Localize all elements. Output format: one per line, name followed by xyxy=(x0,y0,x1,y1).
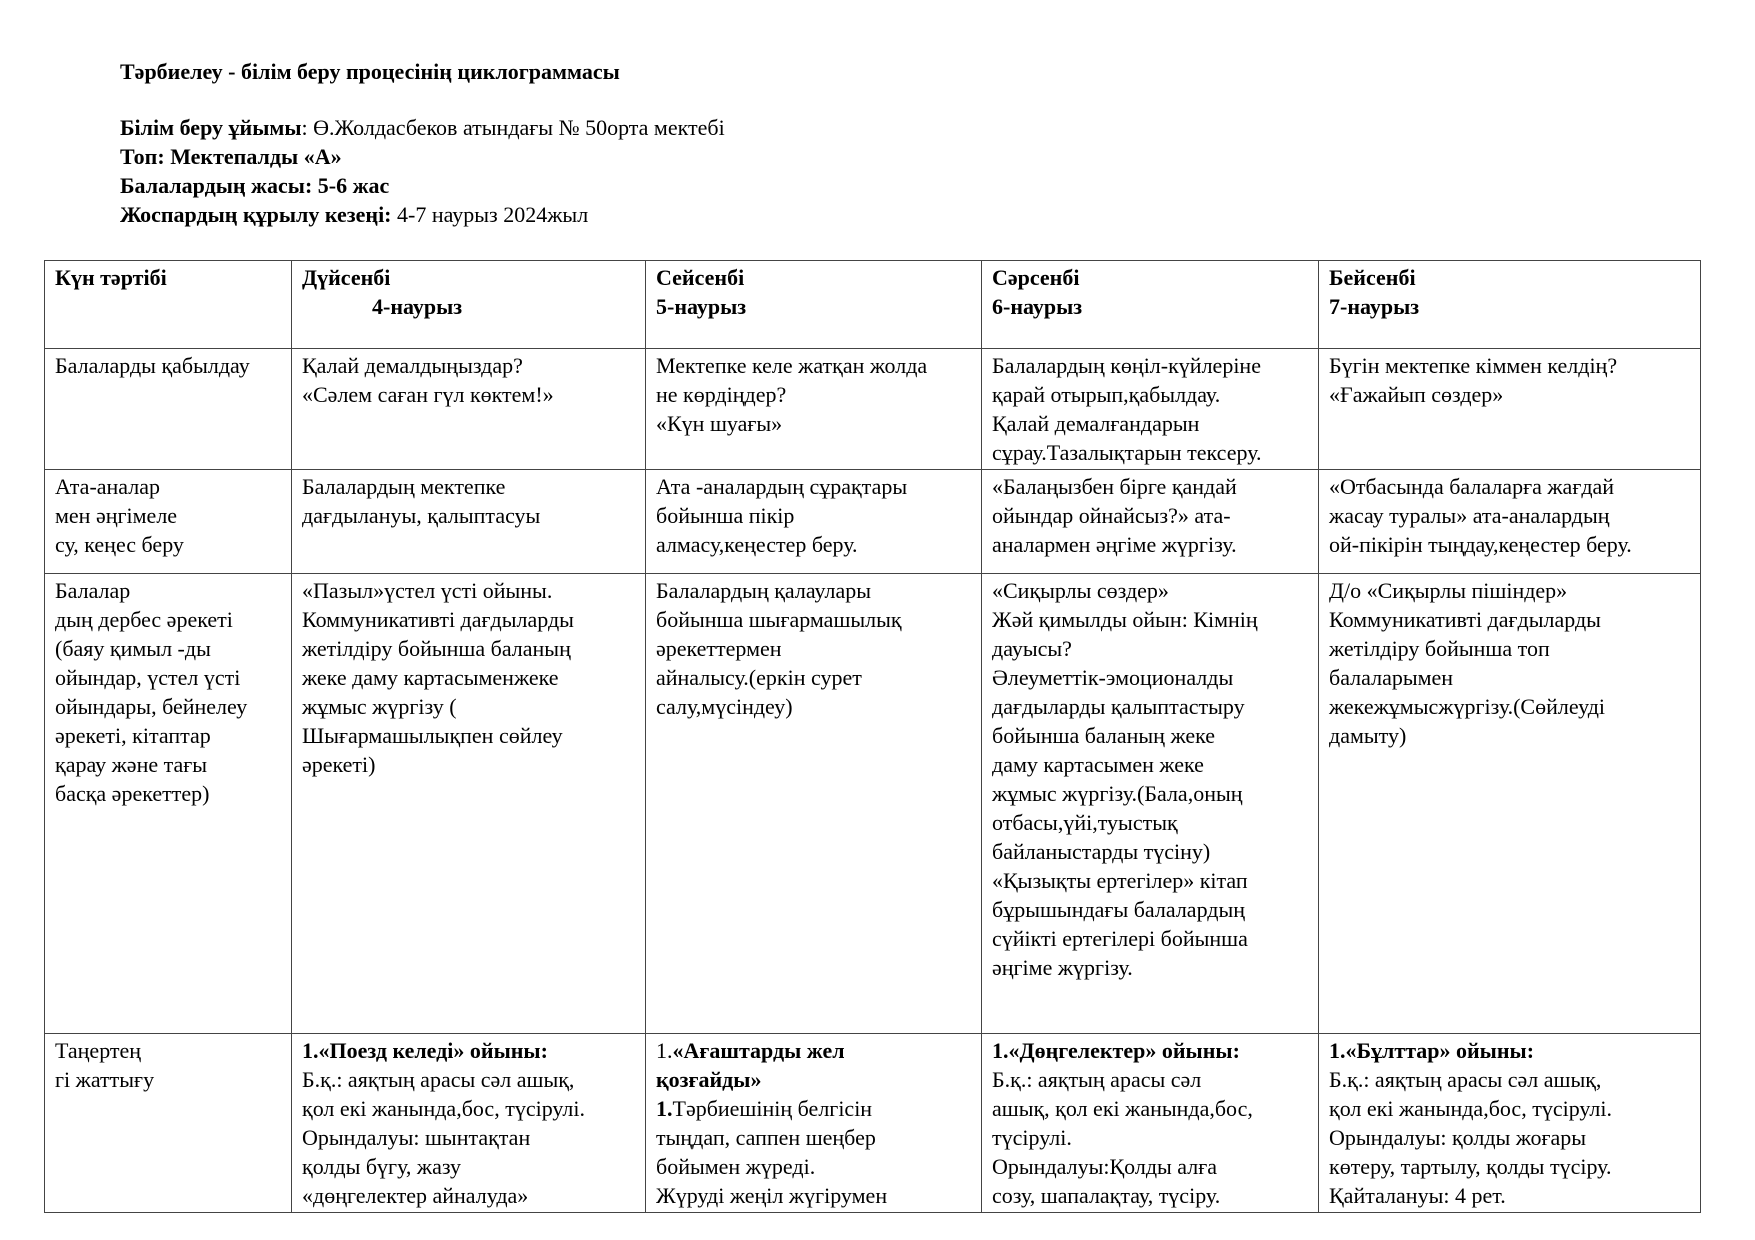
cell-text-line: басқа әрекеттер) xyxy=(55,781,210,806)
cell-text-line: айналысу.(еркін сурет xyxy=(656,665,862,690)
cell-text-line: Балалардың қалаулары xyxy=(656,578,872,603)
day-name: Сәрсенбі xyxy=(992,265,1080,290)
day-name: Сейсенбі xyxy=(656,265,745,290)
cell-text-line: Б.қ.: аяқтың арасы сәл ашық, xyxy=(1329,1067,1602,1092)
cell-thursday xyxy=(1319,574,1701,1034)
cell-text-line: жұмыс жүргізу ( xyxy=(302,694,457,719)
cell-text-line: дың дербес әрекеті xyxy=(55,607,233,632)
cell-text-line: жетілдіру бойынша баланың xyxy=(302,636,571,661)
cell-wednesday xyxy=(982,574,1319,1034)
cell-wednesday xyxy=(982,470,1319,574)
cell-text-line: жеке даму картасыменжеке xyxy=(302,665,559,690)
period-line xyxy=(120,200,725,229)
cell-text-line: Таңертең xyxy=(55,1038,142,1063)
cell-text-line: қозғайды» xyxy=(656,1067,762,1092)
cell-text-line: дауысы? xyxy=(992,636,1072,661)
cell-text-line: ой-пікірін тыңдау,кеңестер беру. xyxy=(1329,532,1632,557)
cell-text-line: әрекеті, кітаптар xyxy=(55,723,211,748)
cell-text-line: қол екі жанында,бос, түсірулі. xyxy=(1329,1096,1613,1121)
cell-text-line: дағдыларды қалыптастыру xyxy=(992,694,1245,719)
cell-text-line: Коммуникативті дағдыларды xyxy=(1329,607,1601,632)
row-label-cell xyxy=(45,349,292,470)
row-label-cell xyxy=(45,470,292,574)
cell-text-line xyxy=(656,1036,969,1065)
cell-text-line: Жәй қимылды ойын: Кімнің xyxy=(992,607,1258,632)
schedule-table xyxy=(44,260,1701,1213)
cell-tuesday xyxy=(646,1034,982,1213)
cell-text-line: ашық, қол екі жанында,бос, xyxy=(992,1096,1253,1121)
cell-text-line: қол екі жанында,бос, түсірулі. xyxy=(302,1096,586,1121)
row-reception xyxy=(45,349,1701,470)
cell-thursday xyxy=(1319,1034,1701,1213)
cell-text-line: бұрышындағы балалардың xyxy=(992,897,1246,922)
cell-text-line: көтеру, тартылу, қолды түсіру. xyxy=(1329,1154,1612,1179)
cell-text-line: «Қызықты ертегілер» кітап xyxy=(992,868,1248,893)
cell-text-line: бойынша пікір xyxy=(656,503,795,528)
exercise-title: «Ағаштарды жел xyxy=(672,1038,845,1063)
cell-text-line: ойындар, үстел үсті xyxy=(55,665,241,690)
cell-text-line xyxy=(656,1094,969,1123)
cell-text-line: әңгіме жүргізу. xyxy=(992,955,1133,980)
cell-text-line: Әлеуметтік-эмоционалды xyxy=(992,665,1234,690)
cell-text-line: 1.«Дөңгелектер» ойыны: xyxy=(992,1038,1240,1063)
cell-thursday xyxy=(1319,349,1701,470)
cell-monday xyxy=(292,349,646,470)
cell-text-line: 1.«Бұлттар» ойыны: xyxy=(1329,1038,1535,1063)
cell-text-line: жетілдіру бойынша топ xyxy=(1329,636,1550,661)
table-header-row xyxy=(45,261,1701,349)
cell-monday xyxy=(292,470,646,574)
cell-text-line: Орындалуы: қолды жоғары xyxy=(1329,1125,1587,1150)
cell-text-line: Жүруді жеңіл жүгірумен xyxy=(656,1183,888,1208)
cell-text-line: гі жаттығу xyxy=(55,1067,155,1092)
row-morning-exercise xyxy=(45,1034,1701,1213)
group-line xyxy=(120,142,725,171)
cell-text-line: түсірулі. xyxy=(992,1125,1072,1150)
day-name: Бейсенбі xyxy=(1329,265,1416,290)
org-label: Білім беру ұйымы xyxy=(120,115,302,140)
cell-text-line: әрекеті) xyxy=(302,752,376,777)
cell-text-line: салу,мүсіндеу) xyxy=(656,694,793,719)
header-cell-monday xyxy=(292,261,646,349)
cell-text-line: дамыту) xyxy=(1329,723,1407,748)
cell-text-line: Б.қ.: аяқтың арасы сәл xyxy=(992,1067,1202,1092)
period-label: Жоспардың құрылу кезеңі: xyxy=(120,202,392,227)
step-text: Тәрбиешінің белгісін xyxy=(672,1096,873,1121)
period-value: 4-7 наурыз 2024жыл xyxy=(391,202,589,227)
cell-text-line: сұрау.Тазалықтарын тексеру. xyxy=(992,440,1262,465)
cell-text-line: байланыстарды түсіну) xyxy=(992,839,1211,864)
cell-text-line: дағдылануы, қалыптасуы xyxy=(302,503,541,528)
cell-text-line: «дөңгелектер айналуда» xyxy=(302,1183,529,1208)
row-independent-activity xyxy=(45,574,1701,1034)
cell-text-line: жекежұмысжүргізу.(Сөйлеуді xyxy=(1329,694,1605,719)
org-line xyxy=(120,113,725,142)
header-cell-tuesday xyxy=(646,261,982,349)
cell-monday xyxy=(292,574,646,1034)
cell-text-line: даму картасымен жеке xyxy=(992,752,1204,777)
cell-tuesday xyxy=(646,470,982,574)
cell-text-line: жұмыс жүргізу.(Бала,оның xyxy=(992,781,1243,806)
cell-text-line: алмасу,кеңестер беру. xyxy=(656,532,858,557)
cell-text-line: отбасы,үйі,туыстық xyxy=(992,810,1178,835)
day-date: 4-наурыз xyxy=(372,294,463,319)
cell-text-line: тыңдап, саппен шеңбер xyxy=(656,1125,876,1150)
cell-text-line: Ата-аналар xyxy=(55,474,161,499)
cell-text-line: бойынша шығармашылық xyxy=(656,607,902,632)
header-cell-schedule xyxy=(45,261,292,349)
cell-text-line: Орындалуы: шынтақтан xyxy=(302,1125,531,1150)
cell-text-line: «Балаңызбен бірге қандай xyxy=(992,474,1237,499)
cell-monday xyxy=(292,1034,646,1213)
cell-wednesday xyxy=(982,1034,1319,1213)
cell-text-line: ойындары, бейнелеу xyxy=(55,694,248,719)
cell-text-line: Б.қ.: аяқтың арасы сәл ашық, xyxy=(302,1067,575,1092)
cell-text-line: қарау және тағы xyxy=(55,752,208,777)
cell-text-line: «Күн шуағы» xyxy=(656,411,783,436)
cell-text-line: Балалардың көңіл-күйлеріне xyxy=(992,353,1261,378)
cell-text-line: Балалар xyxy=(55,578,131,603)
header-schedule-label: Күн тәртібі xyxy=(55,265,167,290)
cell-text-line: 1.«Поезд келеді» ойыны: xyxy=(302,1038,548,1063)
cell-text-line: Қалай демалдыңыздар? xyxy=(302,353,523,378)
cell-thursday xyxy=(1319,470,1701,574)
cell-text-line: Қайталануы: 4 рет. xyxy=(1329,1183,1506,1208)
cell-text-line: Балаларды қабылдау xyxy=(55,353,250,378)
cell-text-line: мен әңгімеле xyxy=(55,503,178,528)
cell-text-line: ойындар ойнайсыз?» ата- xyxy=(992,503,1231,528)
cell-text-line: «Сиқырлы сөздер» xyxy=(992,578,1169,603)
cell-text-line: жасау туралы» ата-аналардың xyxy=(1329,503,1610,528)
day-date: 7-наурыз xyxy=(1329,294,1420,319)
cell-wednesday xyxy=(982,349,1319,470)
cell-text-line: не көрдіңдер? xyxy=(656,382,787,407)
cell-text-line: балаларымен xyxy=(1329,665,1454,690)
cell-text-line: Шығармашылықпен сөйлеу xyxy=(302,723,563,748)
row-label-cell xyxy=(45,574,292,1034)
cell-text-line: «Сәлем саған гүл көктем!» xyxy=(302,382,554,407)
cell-tuesday xyxy=(646,574,982,1034)
header-cell-wednesday xyxy=(982,261,1319,349)
age-label: Балалардың жасы: 5-6 жас xyxy=(120,173,390,198)
cell-text-line: «Пазыл»үстел үсті ойыны. xyxy=(302,578,553,603)
day-date: 6-наурыз xyxy=(992,294,1083,319)
cell-text-line: Бүгін мектепке кіммен келдің? xyxy=(1329,353,1618,378)
cell-text-line: бойымен жүреді. xyxy=(656,1154,816,1179)
cell-text-line: Қалай демалғандарын xyxy=(992,411,1200,436)
cell-text-line: сүйікті ертегілері бойынша xyxy=(992,926,1248,951)
cell-text-line: Мектепке келе жатқан жолда xyxy=(656,353,928,378)
row-parents-talk xyxy=(45,470,1701,574)
cell-text-line: «Отбасында балаларға жағдай xyxy=(1329,474,1615,499)
day-name: Дүйсенбі xyxy=(302,265,391,290)
exercise-number: 1. xyxy=(656,1038,673,1063)
day-date: 5-наурыз xyxy=(656,294,747,319)
cell-text-line: су, кеңес беру xyxy=(55,532,184,557)
cell-text-line: қарай отырып,қабылдау. xyxy=(992,382,1221,407)
cell-text-line: созу, шапалақтау, түсіру. xyxy=(992,1183,1221,1208)
header-cell-thursday xyxy=(1319,261,1701,349)
cell-text-line: Ата -аналардың сұрақтары xyxy=(656,474,908,499)
cell-text-line: әрекеттермен xyxy=(656,636,782,661)
row-label-cell xyxy=(45,1034,292,1213)
cell-text-line: бойынша баланың жеке xyxy=(992,723,1216,748)
document-title: Тәрбиелеу - білім беру процесінің циклограммасы xyxy=(120,59,620,84)
cell-text-line: Коммуникативті дағдыларды xyxy=(302,607,574,632)
cell-text-line: аналармен әңгіме жүргізу. xyxy=(992,532,1237,557)
document-info xyxy=(120,113,725,229)
cell-tuesday xyxy=(646,349,982,470)
cell-text-line: Д/о «Сиқырлы пішіндер» xyxy=(1329,578,1568,603)
cell-text-line: қолды бүгу, жазу xyxy=(302,1154,462,1179)
cell-text-line: Орындалуы:Қолды алға xyxy=(992,1154,1218,1179)
age-line xyxy=(120,171,725,200)
cell-text-line: (баяу қимыл -ды xyxy=(55,636,211,661)
cell-text-line: «Ғажайып сөздер» xyxy=(1329,382,1504,407)
cell-text-line: Балалардың мектепке xyxy=(302,474,506,499)
org-value: : Ө.Жолдасбеков атындағы № 50орта мектебі xyxy=(301,115,725,140)
group-label: Топ: Мектепалды «А» xyxy=(120,144,342,169)
step-number: 1. xyxy=(656,1096,673,1121)
